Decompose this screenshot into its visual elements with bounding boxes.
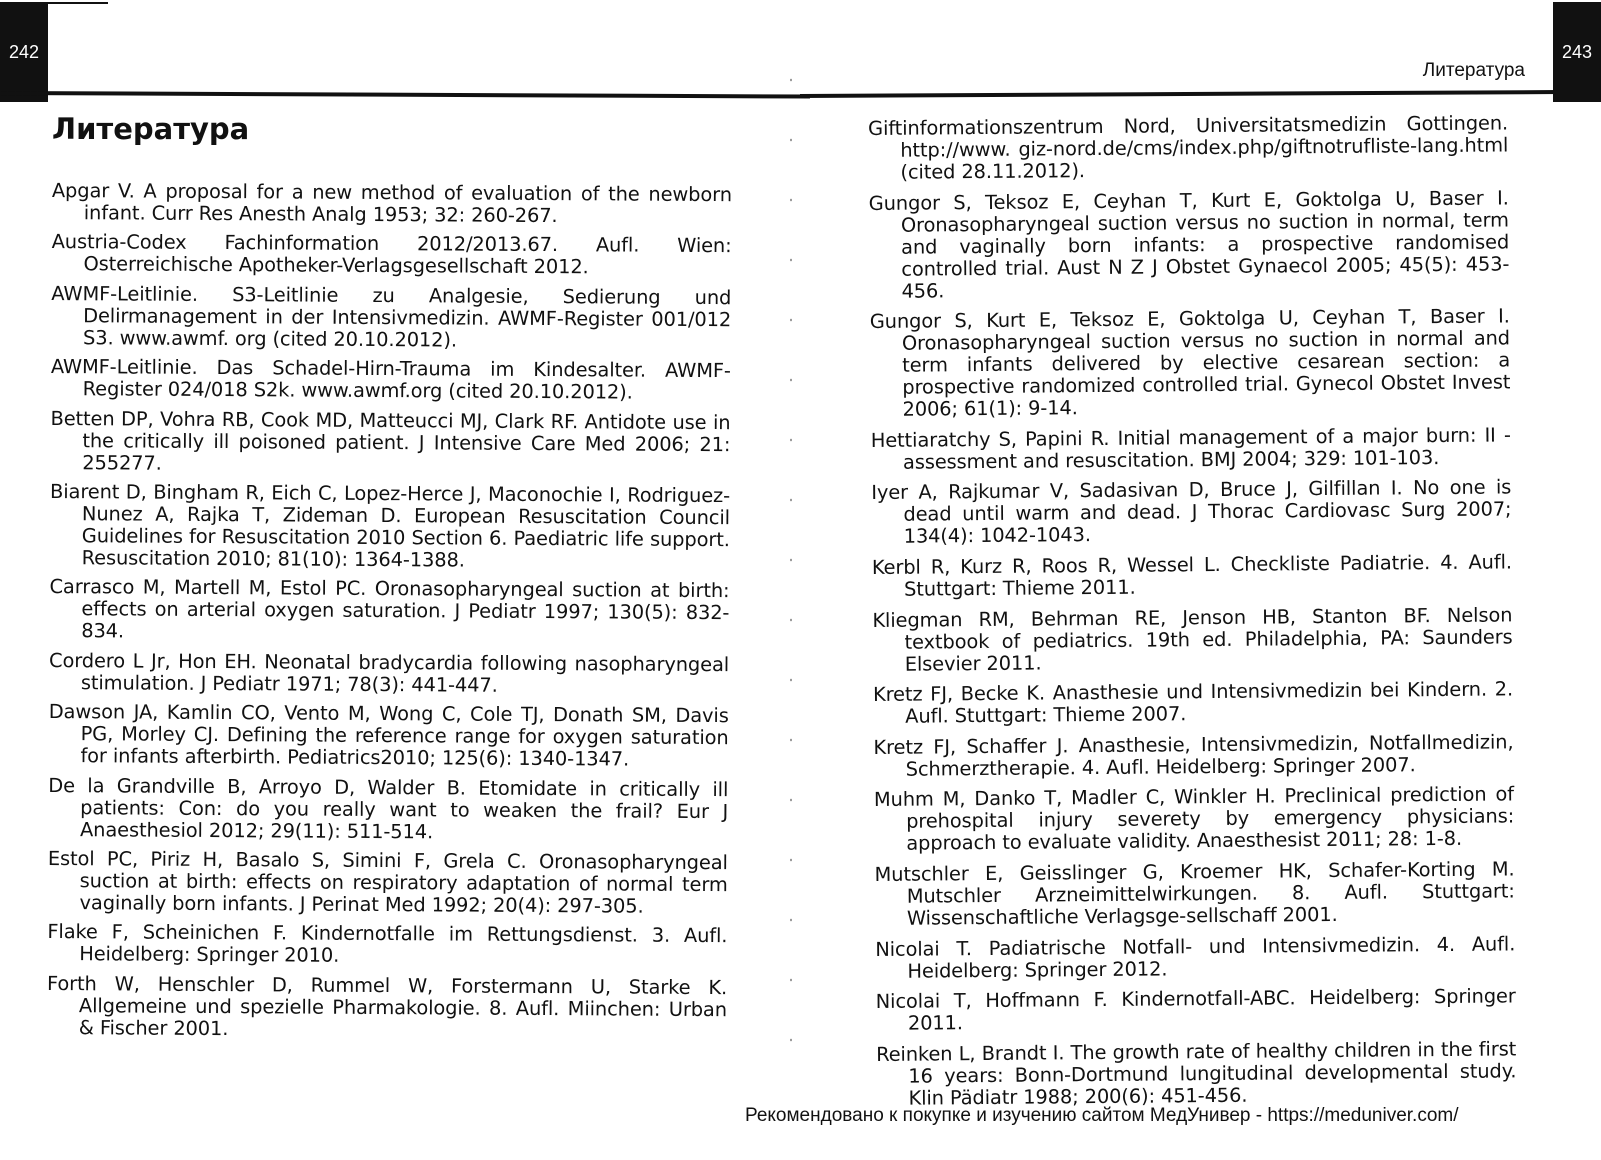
reference-entry: Forth W, Henschler D, Rummel W, Forstermann U, Starke K. Allgemeine und spezielle Pharmakologie. 8. Aufl. Miinchen: Urban & Fischer 2001. (47, 971, 728, 1040)
reference-entry: De la Grandville B, Arroyo D, Walder B. Etomidate in critically ill patients: Con: do you really want to weaken the frail? Eur J Anaesthesiol 2012; 29(11): 511-514. (48, 773, 729, 843)
footer-note: Рекомендовано к покупке и изучению сайтом МедУнивер - https://meduniver.com/ (745, 1105, 1459, 1126)
header-rule-left (0, 91, 810, 99)
reference-entry: Biarent D, Bingham R, Eich C, Lopez-Herce J, Maconochie I, Rodriguez-Nunez A, Rajka T, Zideman D. European Resuscitation Council Guidelines for Resuscitation 2010 Section 6. Paediatric life support. Resuscitation 2010; 81(10): 1364-1388. (50, 479, 731, 572)
reference-entry: Mutschler E, Geisslinger G, Kroemer HK, Schafer-Korting M. Mutschler Arzneimittelwirkungen. 8. Aufl. Stuttgart: Wissenschaftliche Verlagsge-sellschaff 2001. (874, 857, 1515, 930)
header-rule-right (800, 90, 1560, 98)
chapter-title: Литература (52, 112, 250, 146)
reference-entry: Kretz FJ, Becke K. Anasthesie und Intensivmedizin bei Kindern. 2. Aufl. Stuttgart: Thieme 2007. (872, 677, 1514, 728)
reference-entry: Flake F, Scheinichen F. Kindernotfalle im Rettungsdienst. 3. Aufl. Heidelberg: Springer 2010. (47, 920, 728, 968)
reference-entry: Kerbl R, Kurz R, Roos R, Wessel L. Checkliste Padiatrie. 4. Aufl. Stuttgart: Thieme 2011. (871, 550, 1512, 601)
reference-entry: Austria-Codex Fachinformation 2012/2013.67. Aufl. Wien: Osterreichische Apotheker-Verlagsgesellschaft 2012. (51, 230, 732, 279)
reference-entry: AWMF-Leitlinie. S3-Leitlinie zu Analgesie, Sedierung und Delirmanagement in der Intensivmedizin. AWMF-Register 001/012 S3. www.awmf. org (cited 20.10.2012). (51, 281, 732, 352)
reference-entry: Muhm M, Danko T, Madler C, Winkler H. Preclinical prediction of prehospital injury severety by emergency physicians: approach to evaluate validity. Anaesthesist 2011; 28: 1-8. (873, 782, 1515, 856)
reference-entry: Kretz FJ, Schaffer J. Anasthesie, Intensivmedizin, Notfallmedizin, Schmerztherapie. 4. Aufl. Heidelberg: Springer 2007. (873, 730, 1514, 781)
reference-entry: Iyer A, Rajkumar V, Sadasivan D, Bruce J, Gilfillan I. No one is dead until warm and dead. J Thorac Cardiovasc Surg 2007; 134(4): 1042-1043. (871, 475, 1512, 549)
references-column-right (868, 112, 1517, 1118)
reference-entry: Cordero L Jr, Hon EH. Neonatal bradycardia following nasopharyngeal stimulation. J Pediatr 1971; 78(3): 441-447. (48, 648, 730, 697)
reference-entry: Reinken L, Brandt I. The growth rate of healthy children in the first 16 years: Bonn-Dortmund lungitudinal developmental study. Klin Pädiatr 1988; 200(6): 451-456. (876, 1037, 1517, 1110)
reference-entry: Nicolai T, Hoffmann F. Kindernotfall-ABC. Heidelberg: Springer 2011. (875, 984, 1516, 1035)
reference-entry: Betten DP, Vohra RB, Cook MD, Matteucci MJ, Clark RF. Antidote use in the critically ill poisoned patient. J Intensive Care Med 2006; 21: 255277. (50, 406, 731, 475)
reference-entry: Gungor S, Kurt E, Teksoz E, Goktolga U, Ceyhan T, Baser I. Oronasopharyngeal suction versus no suction in normal and term infants delivered by elective cesarean section: a prospective randomized controlled trial. Gynecol Obstet Invest 2006; 61(1): 9-14. (869, 304, 1511, 421)
references-column-left (47, 180, 732, 1050)
top-rule-left (48, 2, 108, 4)
reference-entry: Giftinformationszentrum Nord, Universitatsmedizin Gottingen. http://www. giz-nord.de/cms/index.php/giftnotrufliste-lang.html (cited 28.11.2012). (867, 111, 1509, 184)
gutter (790, 50, 792, 1070)
reference-entry: AWMF-Leitlinie. Das Schadel-Hirn-Trauma im Kindesalter. AWMF-Register 024/018 S2k. www.awmf.org (cited 20.10.2012). (50, 355, 731, 404)
page-number-right: 243 (1553, 2, 1601, 102)
reference-entry: Dawson JA, Kamlin CO, Vento M, Wong C, Cole TJ, Donath SM, Davis PG, Morley CJ. Defining the reference range for oxygen saturation for infants afterbirth. Pediatrics2010; 125(6): 1340-1347. (48, 700, 729, 771)
reference-entry: Gungor S, Teksoz E, Ceyhan T, Kurt E, Goktolga U, Baser I. Oronasopharyngeal suction versus no suction in normal, term and vaginally born infants: a prospective randomised controlled trial. Aust N Z J Obstet Gynaecol 2005; 45(5): 453-456. (868, 186, 1510, 303)
reference-entry: Estol PC, Piriz H, Basalo S, Simini F, Grela C. Oronasopharyngeal suction at birth: effects on respiratory adaptation of normal term vaginally born infants. J Perinat Med 1992; 20(4): 297-305. (47, 846, 728, 918)
running-head: Литература (1422, 60, 1525, 81)
reference-entry: Kliegman RM, Behrman RE, Jenson HB, Stanton BF. Nelson textbook of pediatrics. 19th ed. Philadelphia, PA: Saunders Elsevier 2011. (872, 602, 1513, 676)
page-number-left: 242 (0, 2, 48, 102)
reference-entry: Carrasco M, Martell M, Estol PC. Oronasopharyngeal suction at birth: effects on arterial oxygen saturation. J Pediatr 1997; 130(5): 832-834. (49, 575, 730, 643)
reference-entry: Nicolai T. Padiatrische Notfall- und Intensivmedizin. 4. Aufl. Heidelberg: Springer 2012. (875, 931, 1516, 983)
reference-entry: Apgar V. A proposal for a new method of evaluation of the newborn infant. Curr Res Anesth Analg 1953; 32: 260-267. (51, 179, 732, 228)
reference-entry: Hettiaratchy S, Papini R. Initial management of a major burn: II - assessment and resuscitation. BMJ 2004; 329: 101-103. (870, 423, 1511, 474)
